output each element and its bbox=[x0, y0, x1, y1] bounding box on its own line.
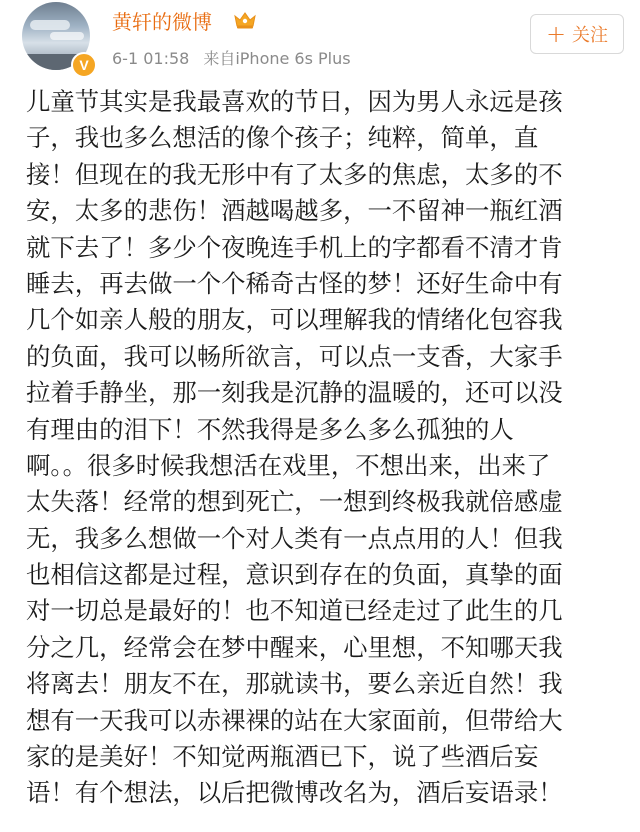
post-text-line: 家的是美好！不知觉两瓶酒已下，说了些酒后妄 bbox=[26, 742, 539, 772]
post-header bbox=[0, 0, 640, 80]
post-meta bbox=[112, 46, 351, 69]
post-text-line: 有理由的泪下！不然我得是多么多么孤独的人 bbox=[26, 414, 514, 444]
post-text-line: 接！但现在的我无形中有了太多的焦虑，太多的不 bbox=[26, 159, 563, 189]
post-text-line: 儿童节其实是我最喜欢的节日，因为男人永远是孩 bbox=[26, 87, 563, 116]
post-text-line: 安，太多的悲伤！酒越喝越多，一不留神一瓶红酒 bbox=[26, 196, 563, 226]
post-text-line: 也相信这都是过程，意识到存在的负面，真挚的面 bbox=[26, 560, 563, 590]
avatar[interactable] bbox=[22, 2, 96, 76]
post-text-line: 将离去！朋友不在，那就读书，要么亲近自然！我 bbox=[26, 669, 563, 699]
author-name[interactable]: 黄轩的微博 bbox=[112, 10, 212, 34]
verified-v-icon: V bbox=[71, 52, 97, 78]
post-text-line: 几个如亲人般的朋友，可以理解我的情绪化包容我 bbox=[26, 305, 563, 335]
post-text-line: 的负面，我可以畅所欲言，可以点一支香，大家手 bbox=[26, 341, 563, 371]
post-text-line: 无，我多么想做一个对人类有一点点用的人！但我 bbox=[26, 523, 563, 553]
post-text-line: 太失落！经常的想到死亡，一想到终极我就倍感虚 bbox=[26, 487, 563, 517]
post-text-line: 对一切总是最好的！也不知道已经走过了此生的几 bbox=[26, 596, 563, 626]
plus-icon: + bbox=[545, 20, 567, 48]
post-text-line: 就下去了！多少个夜晚连手机上的字都看不清才肯 bbox=[26, 232, 563, 262]
post-time: 6-1 01:58 bbox=[112, 49, 190, 68]
post-text-line: 睡去，再去做一个个稀奇古怪的梦！还好生命中有 bbox=[26, 268, 563, 298]
follow-button[interactable] bbox=[530, 14, 624, 54]
post-source: 来自iPhone 6s Plus bbox=[203, 49, 351, 68]
post-text-line: 啊。。很多时候我想活在戏里，不想出来，出来了 bbox=[26, 450, 551, 480]
post-body bbox=[26, 84, 622, 812]
post-text-line: 分之几，经常会在梦中醒来，心里想，不知哪天我 bbox=[26, 632, 563, 662]
post-text-line: 想有一天我可以赤裸裸的站在大家面前，但带给大 bbox=[26, 705, 563, 735]
post-text-line: 拉着手静坐，那一刻我是沉静的温暖的，还可以没 bbox=[26, 378, 563, 408]
crown-icon bbox=[232, 10, 258, 30]
post-text-line: 子，我也多么想活的像个孩子；纯粹，简单，直 bbox=[26, 123, 539, 153]
follow-button-label: 关注 bbox=[572, 25, 609, 46]
post-text-line: 语！有个想法，以后把微博改名为，酒后妄语录！ bbox=[26, 778, 563, 808]
